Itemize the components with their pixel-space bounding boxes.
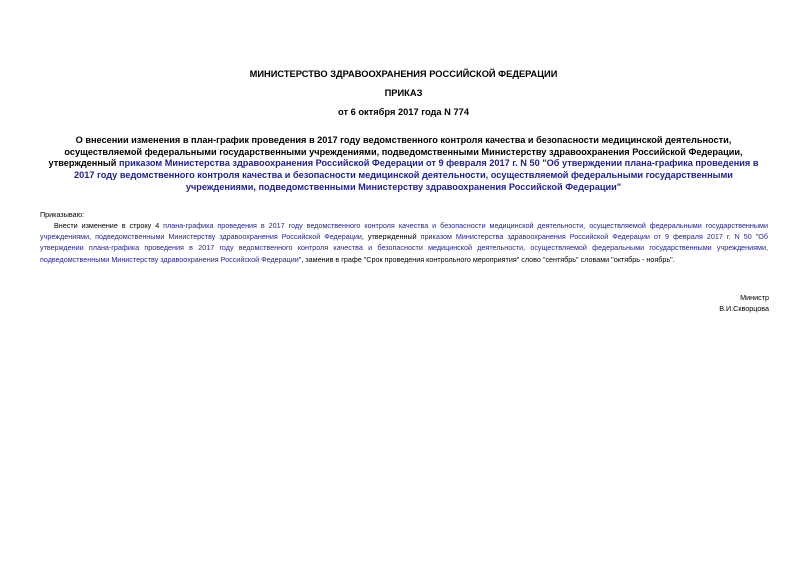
order-word: Приказываю: <box>40 210 84 219</box>
document-type: ПРИКАЗ <box>384 88 423 98</box>
ministry-name: МИНИСТЕРСТВО ЗДРАВООХРАНЕНИЯ РОССИЙСКОЙ ФЕДЕРАЦИИ <box>249 69 558 79</box>
paragraph-start: Внести изменение в строку 4 <box>54 221 164 230</box>
signature-position: Министр <box>740 293 769 302</box>
document-date-number: от 6 октября 2017 года N 774 <box>338 107 469 117</box>
paragraph-end: , заменив в графе "Срок проведения контрольного мероприятия" слово "сентябрь" словами "октябрь - ноябрь". <box>301 254 675 264</box>
paragraph-mid: , утвержденный <box>361 232 421 242</box>
document-title <box>48 135 759 194</box>
schedule-link[interactable]: плана-графика проведения в 2017 году ведомственного контроля качества и безопасности медицинской деятельности, осуществляемой федеральными государственными учреждениями, подведомственными Министерству здравоохранения Российской Федерации <box>40 221 768 242</box>
signature-name: В.И.Скворцова <box>719 304 769 313</box>
title-order-link[interactable]: приказом Министерства здравоохранения Российской Федерации от 9 февраля 2017 г. N 50 "Об утверждении плана-графика проведения в 2017 году ведомственного контроля качества и безопасности медицинской деятельности, осуществляемой федеральными государственными учреждениями, подведомственными Министерству здравоохранения Российской Федерации" <box>74 158 759 192</box>
order-paragraph <box>40 220 768 265</box>
order-50-link[interactable]: приказом Министерства здравоохранения Российской Федерации от 9 февраля 2017 г. N 50 "Об утверждении плана-графика проведения в 2017 году ведомственного контроля качества и безопасности медицинской деятельности, осуществляемой федеральными государственными учреждениями, подведомственными Министерству здравоохранения Российской Федерации" <box>40 232 769 264</box>
title-text: О внесении изменения в план-график проведения в 2017 году ведомственного контроля качества и безопасности медицинской деятельности, осуществляемой федеральными государственными учреждениями, подведомственными Министерству здравоохранения Российской Федерации, утвержденный <box>48 135 743 169</box>
